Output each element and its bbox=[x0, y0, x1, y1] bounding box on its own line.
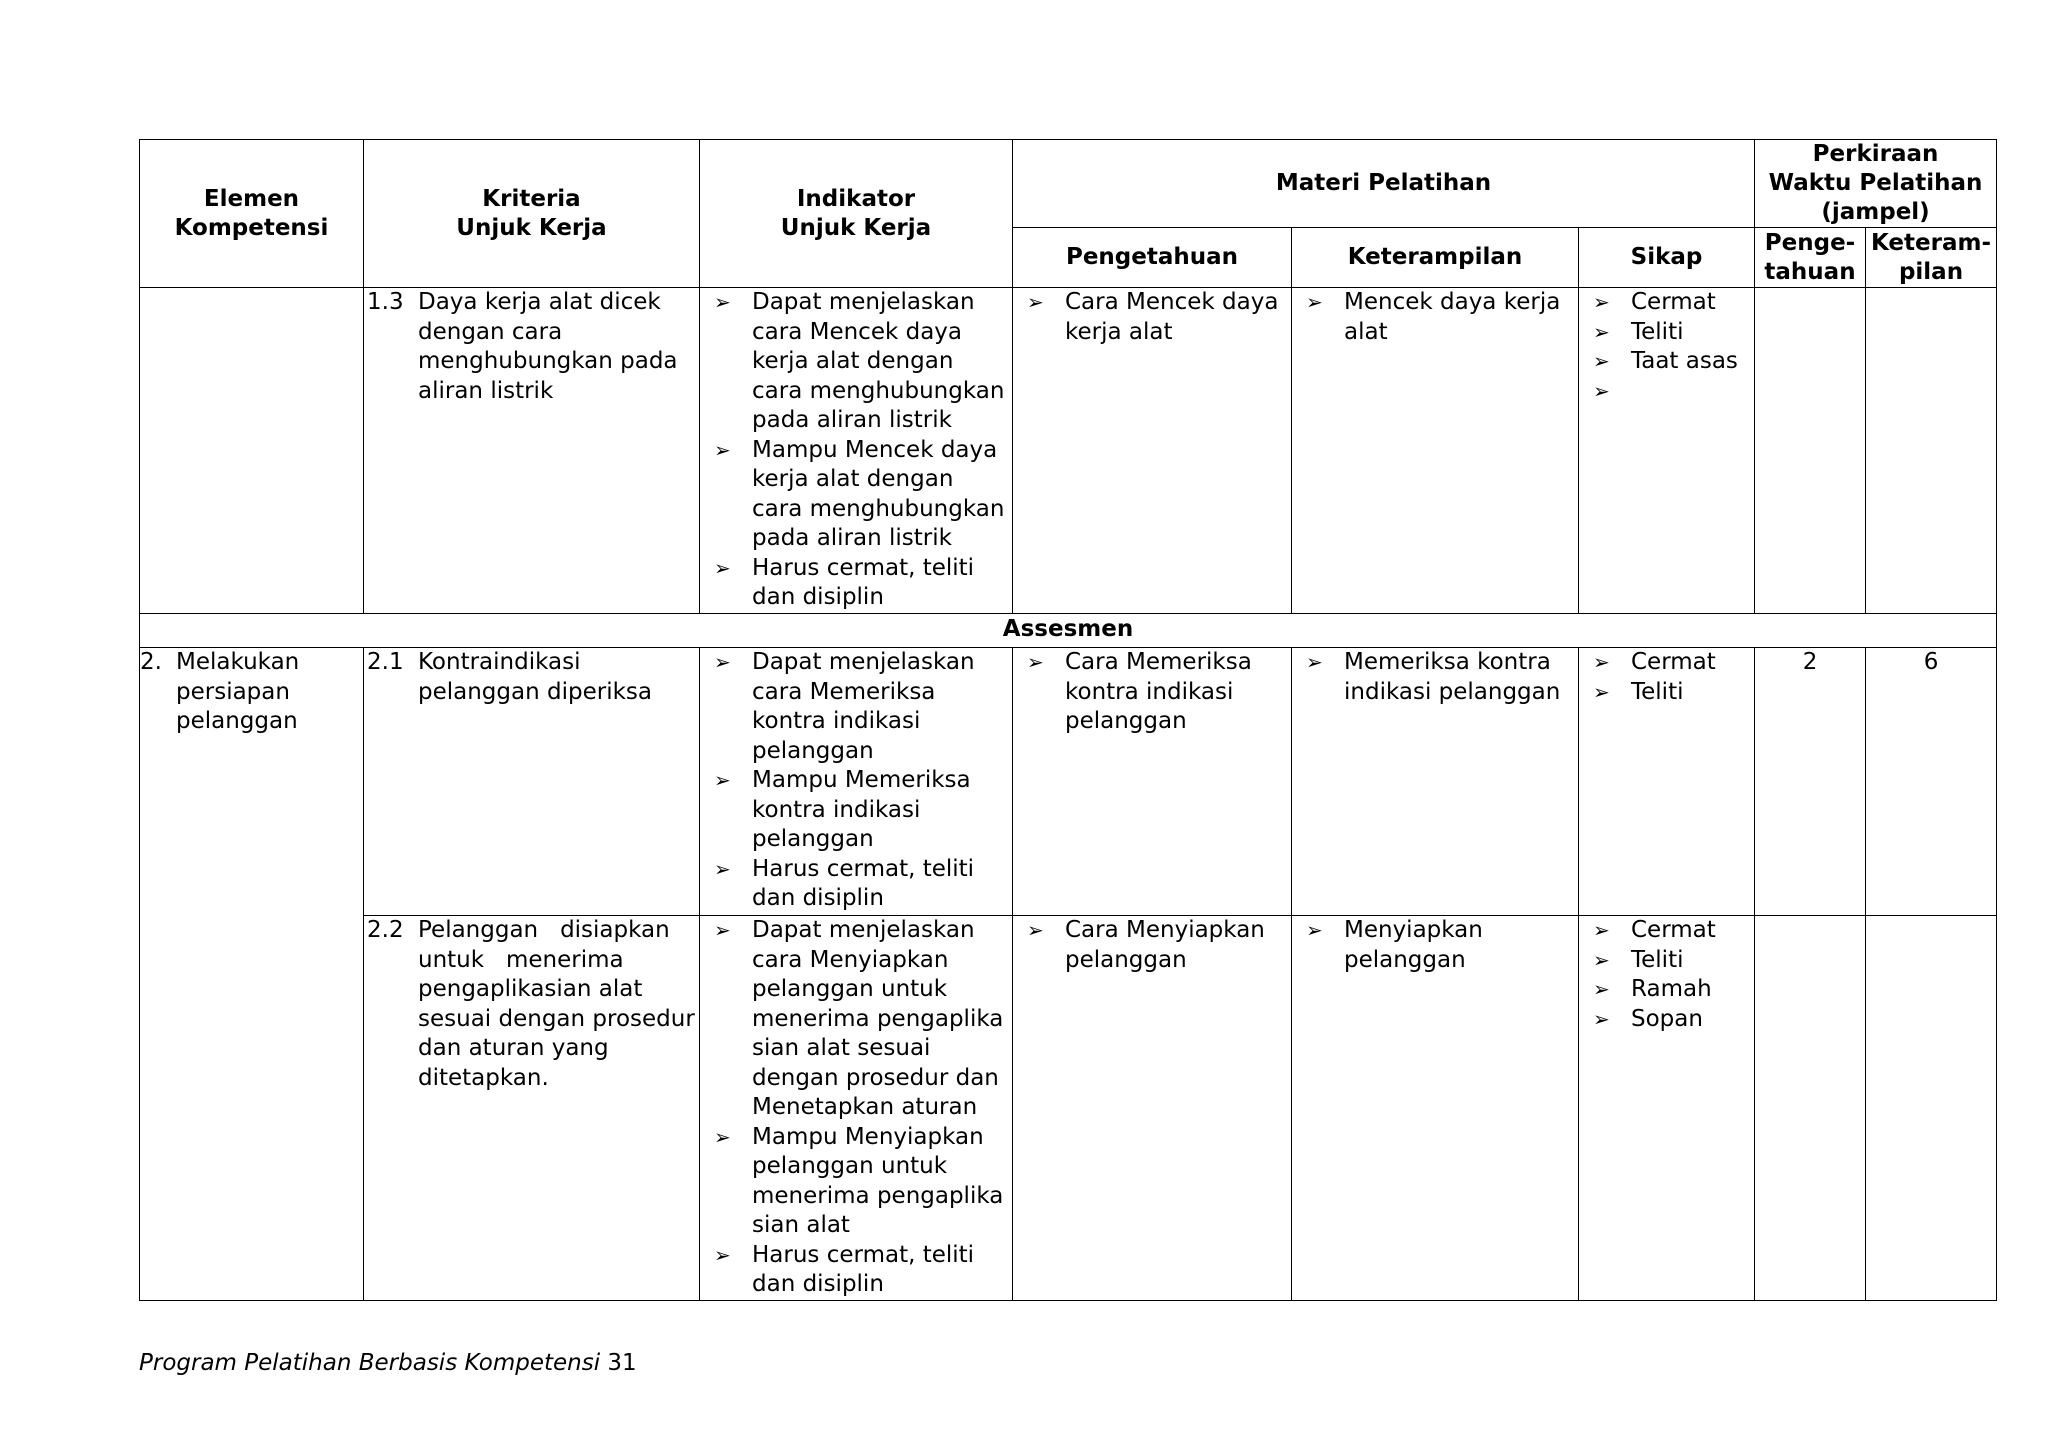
list-item bbox=[714, 766, 1008, 855]
arrow-bullet-icon: ➢ bbox=[714, 1242, 731, 1267]
list-item bbox=[1593, 1005, 1750, 1035]
list-item bbox=[714, 1123, 1008, 1241]
list-item bbox=[1306, 288, 1574, 347]
arrow-bullet-icon: ➢ bbox=[714, 768, 731, 792]
arrow-bullet-icon: ➢ bbox=[1593, 319, 1610, 344]
keterampilan-cell bbox=[1292, 916, 1579, 1301]
list-item-text: Sopan bbox=[1631, 1005, 1703, 1032]
kuk-text: Daya kerja alat dicek dengan cara menghubungkan pada aliran listrik bbox=[418, 289, 678, 404]
footer-title: Program Pelatihan Berbasis Kompetensi bbox=[139, 1350, 601, 1376]
elemen-number: 2. bbox=[140, 649, 162, 675]
page-number: 31 bbox=[607, 1350, 637, 1376]
list-item-text: Harus cermat, teliti dan disiplin bbox=[752, 554, 975, 610]
list-item bbox=[714, 916, 1008, 1123]
keterampilan-cell bbox=[1292, 648, 1579, 916]
list-item-text: Mencek daya kerja alat bbox=[1344, 289, 1561, 345]
list-item bbox=[1593, 648, 1750, 678]
jam-pengetahuan-cell bbox=[1755, 916, 1866, 1301]
header-sikap: Sikap bbox=[1579, 228, 1755, 288]
header-materi-pelatihan: Materi Pelatihan bbox=[1013, 140, 1755, 228]
elemen-cell bbox=[140, 288, 364, 614]
header-keterampilan: Keterampilan bbox=[1292, 228, 1579, 288]
list-item-text: Teliti bbox=[1631, 946, 1684, 973]
header-jam-keterampilan: Keteram- pilan bbox=[1866, 228, 1997, 288]
list-item-text: Menyiapkan pelanggan bbox=[1344, 917, 1483, 973]
arrow-bullet-icon: ➢ bbox=[1306, 290, 1323, 314]
table-row bbox=[140, 288, 1997, 614]
list-item-text: Dapat menjelaskan cara Menyiapkan pelanggan untuk menerima pengaplika sian alat sesuai dengan prosedur dan Menetapkan aturan bbox=[752, 917, 1004, 1120]
arrow-bullet-icon: ➢ bbox=[1306, 918, 1323, 942]
list-item bbox=[1593, 288, 1750, 318]
arrow-bullet-icon: ➢ bbox=[714, 650, 731, 674]
list-item-text: Cermat bbox=[1631, 649, 1716, 675]
list-item bbox=[1593, 916, 1750, 946]
arrow-bullet-icon: ➢ bbox=[714, 918, 731, 942]
list-item-text: Harus cermat, teliti dan disiplin bbox=[752, 1241, 975, 1297]
arrow-bullet-icon: ➢ bbox=[1593, 650, 1610, 674]
indikator-cell bbox=[700, 648, 1013, 916]
list-item-text: Teliti bbox=[1631, 318, 1684, 345]
header-kriteria-unjuk-kerja: Kriteria Unjuk Kerja bbox=[364, 140, 700, 288]
arrow-bullet-icon: ➢ bbox=[1593, 977, 1610, 1001]
arrow-bullet-icon: ➢ bbox=[1593, 378, 1610, 403]
indikator-cell bbox=[700, 916, 1013, 1301]
header-pengetahuan: Pengetahuan bbox=[1013, 228, 1292, 288]
indikator-cell bbox=[700, 288, 1013, 614]
jam-keterampilan-value: 6 bbox=[1866, 648, 1997, 916]
table-row bbox=[140, 916, 1997, 1301]
list-item bbox=[714, 1241, 1008, 1300]
kuk-cell bbox=[364, 288, 700, 614]
list-item-text: Cermat bbox=[1631, 917, 1716, 943]
list-item-text: Cara Menyiapkan pelanggan bbox=[1065, 917, 1265, 973]
arrow-bullet-icon: ➢ bbox=[1593, 679, 1610, 704]
header-elemen-kompetensi: Elemen Kompetensi bbox=[140, 140, 364, 288]
arrow-bullet-icon: ➢ bbox=[714, 437, 731, 462]
list-item-text: Memeriksa kontra indikasi pelanggan bbox=[1344, 649, 1561, 705]
pengetahuan-cell bbox=[1013, 916, 1292, 1301]
pengetahuan-cell bbox=[1013, 288, 1292, 614]
table-row bbox=[140, 648, 1997, 916]
list-item-text bbox=[1631, 377, 1750, 407]
list-item bbox=[1593, 347, 1750, 377]
arrow-bullet-icon: ➢ bbox=[1027, 290, 1044, 314]
list-item-text: Teliti bbox=[1631, 678, 1684, 705]
arrow-bullet-icon: ➢ bbox=[1593, 290, 1610, 314]
list-item bbox=[1027, 288, 1287, 347]
list-item bbox=[1306, 648, 1574, 707]
arrow-bullet-icon: ➢ bbox=[1593, 349, 1610, 373]
arrow-bullet-icon: ➢ bbox=[714, 856, 731, 881]
list-item bbox=[714, 855, 1008, 914]
arrow-bullet-icon: ➢ bbox=[1593, 1006, 1610, 1031]
arrow-bullet-icon: ➢ bbox=[714, 1124, 731, 1149]
list-item bbox=[714, 436, 1008, 554]
arrow-bullet-icon: ➢ bbox=[714, 555, 731, 580]
list-item bbox=[1027, 916, 1287, 975]
list-item bbox=[1593, 377, 1750, 407]
list-item bbox=[1593, 678, 1750, 708]
list-item-text: Dapat menjelaskan cara Memeriksa kontra indikasi pelanggan bbox=[752, 649, 975, 764]
sikap-cell bbox=[1579, 288, 1755, 614]
list-item-text: Dapat menjelaskan cara Mencek daya kerja alat dengan cara menghubungkan pada aliran listrik bbox=[752, 289, 1005, 433]
list-item-text: Mampu Menyiapkan pelanggan untuk menerima pengaplika sian alat bbox=[752, 1123, 1004, 1238]
kuk-number: 2.2 bbox=[367, 917, 404, 943]
list-item-text: Harus cermat, teliti dan disiplin bbox=[752, 855, 975, 911]
elemen-cell bbox=[140, 648, 364, 1301]
kuk-number: 2.1 bbox=[367, 649, 404, 675]
elemen-text: Melakukan persiapan pelanggan bbox=[176, 649, 300, 734]
competency-table bbox=[139, 139, 1997, 1301]
list-item bbox=[1593, 318, 1750, 348]
list-item-text: Cara Memeriksa kontra indikasi pelanggan bbox=[1065, 649, 1252, 734]
list-item-text: Cermat bbox=[1631, 289, 1716, 315]
header-jam-pengetahuan: Penge- tahuan bbox=[1755, 228, 1866, 288]
list-item bbox=[1306, 916, 1574, 975]
list-item-text: Mampu Mencek daya kerja alat dengan cara menghubungkan pada aliran listrik bbox=[752, 436, 1005, 551]
list-item bbox=[1593, 946, 1750, 976]
header-indikator-unjuk-kerja: Indikator Unjuk Kerja bbox=[700, 140, 1013, 288]
kuk-text: Kontraindikasi pelanggan diperiksa bbox=[418, 649, 652, 705]
arrow-bullet-icon: ➢ bbox=[1027, 918, 1044, 942]
list-item-text: Taat asas bbox=[1631, 348, 1738, 374]
list-item bbox=[714, 554, 1008, 613]
keterampilan-cell bbox=[1292, 288, 1579, 614]
arrow-bullet-icon: ➢ bbox=[1027, 650, 1044, 674]
list-item bbox=[714, 648, 1008, 766]
list-item-text: Ramah bbox=[1631, 976, 1712, 1002]
arrow-bullet-icon: ➢ bbox=[1593, 918, 1610, 942]
kuk-text: Pelanggan disiapkan untuk menerima pengaplikasian alat sesuai dengan prosedur dan aturan yang ditetapkan. bbox=[418, 917, 703, 1091]
header-perkiraan-waktu: Perkiraan Waktu Pelatihan (jampel) bbox=[1755, 140, 1997, 228]
kuk-number: 1.3 bbox=[367, 289, 404, 315]
assesmen-row: Assesmen bbox=[140, 614, 1997, 648]
sikap-cell bbox=[1579, 648, 1755, 916]
list-item-text: Mampu Memeriksa kontra indikasi pelanggan bbox=[752, 767, 971, 852]
page-footer bbox=[139, 1350, 637, 1376]
arrow-bullet-icon: ➢ bbox=[1306, 650, 1323, 674]
jam-keterampilan-cell bbox=[1866, 916, 1997, 1301]
kuk-cell bbox=[364, 648, 700, 916]
jam-pengetahuan-value: 2 bbox=[1755, 648, 1866, 916]
list-item bbox=[1593, 975, 1750, 1005]
pengetahuan-cell bbox=[1013, 648, 1292, 916]
sikap-cell bbox=[1579, 916, 1755, 1301]
list-item bbox=[1027, 648, 1287, 737]
list-item bbox=[714, 288, 1008, 436]
arrow-bullet-icon: ➢ bbox=[714, 290, 731, 314]
jam-pengetahuan-cell bbox=[1755, 288, 1866, 614]
arrow-bullet-icon: ➢ bbox=[1593, 947, 1610, 972]
list-item-text: Cara Mencek daya kerja alat bbox=[1065, 289, 1279, 345]
kuk-cell bbox=[364, 916, 703, 1301]
jam-keterampilan-cell bbox=[1866, 288, 1997, 614]
